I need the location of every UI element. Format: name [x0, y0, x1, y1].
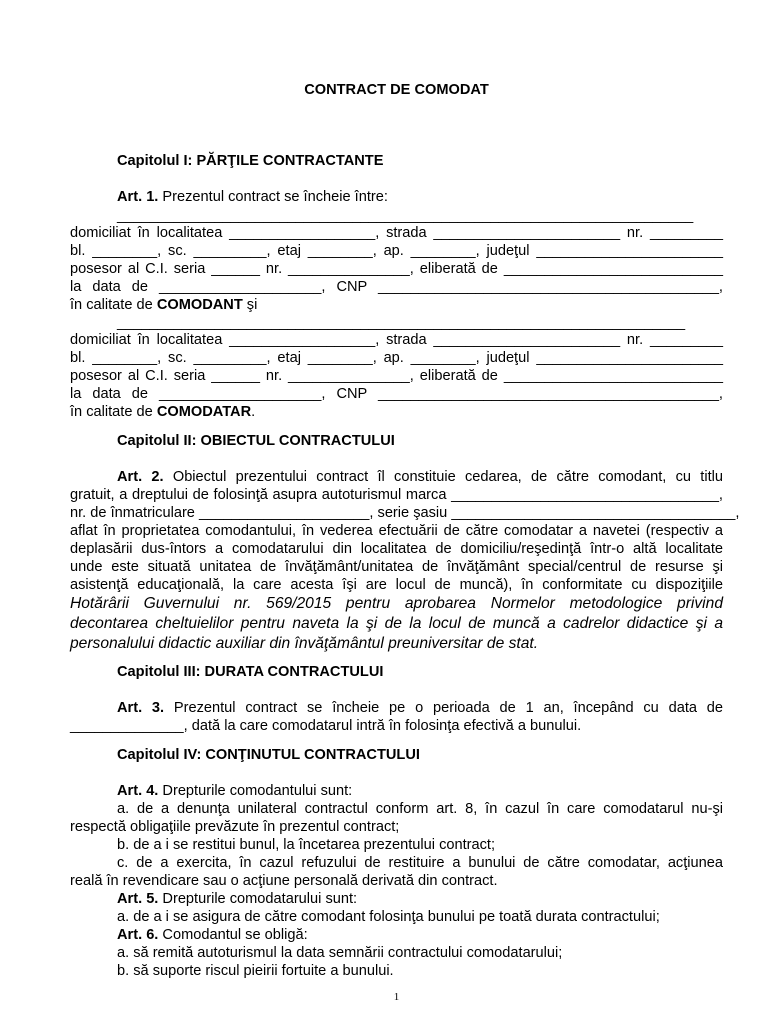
art-5-item-a: a. de a i se asigura de către comodant folosinţa bunului pe toată durata contractului; [117, 909, 660, 925]
art-3-text: Prezentul contract se încheie pe o perioada de 1 an, începând cu data de [164, 700, 724, 716]
comodant-role: COMODANT [156, 297, 243, 313]
comodatar-role-line [70, 403, 723, 421]
art-2-line-10: personalului didactic auxiliar din învăţământul preuniversitar de stat. [70, 635, 539, 652]
block-text: bl. ________, sc. _________, etaj ________, ap. ________, judeţul [70, 350, 530, 366]
art-5 [117, 890, 723, 908]
party-2-date-cnp-field[interactable] [70, 385, 723, 403]
party-2-address-field[interactable] [70, 331, 723, 349]
id-text: posesor al C.I. seria ______ nr. _______________, eliberată de [70, 368, 498, 384]
party-1-address-field[interactable] [70, 224, 723, 242]
art-3-label: Art. 3. [117, 700, 165, 716]
art-4-label: Art. 4. [117, 783, 159, 799]
chapter-4-heading: Capitolul IV: CONŢINUTUL CONTRACTULUI [117, 747, 420, 763]
issued-by-line: ___________________________ [503, 261, 723, 277]
art-2-line-2: gratuit, a dreptului de folosinţă asupra autoturismul marca _________________________________, [70, 487, 723, 503]
art-2-line-5: deplasării dus-întors a comodatarului din localitatea de domiciliu/reşedinţă într-o altă localitate [70, 541, 723, 557]
art-4-item-a-line-2: respectă obligaţiile prevăzute în prezentul contract; [70, 819, 400, 835]
party-2-name-line[interactable]: ______________________________________________________________________ [117, 315, 686, 331]
art-1 [117, 188, 723, 206]
role-prefix: în calitate de [70, 297, 157, 313]
art-4-item-a-line-1: a. de a denunţa unilateral contractul conform art. 8, în cazul în care comodatarul nu-şi [117, 801, 723, 817]
role-suffix: şi [242, 297, 258, 313]
address-text: domiciliat în localitatea __________________, strada _______________________ [70, 225, 621, 241]
art-4-text: Drepturile comodantului sunt: [158, 783, 353, 799]
date-text: la data de ____________________, CNP [70, 386, 368, 402]
address-number: nr. _________ [626, 225, 723, 241]
art-1-label: Art. 1. [117, 189, 159, 205]
art-2-label: Art. 2. [117, 469, 164, 485]
art-2-line-6: unde este situată unitatea de învăţământ/unitatea de învăţământ special/centrul de resurse şi [70, 559, 723, 575]
art-6-item-b: b. să suporte riscul pieirii fortuite a bunului. [117, 963, 394, 979]
art-5-text: Drepturile comodatarului sunt: [158, 891, 358, 907]
art-4 [117, 782, 723, 800]
role-suffix: . [251, 404, 256, 420]
document-title: CONTRACT DE COMODAT [304, 82, 489, 98]
address-number: nr. _________ [626, 332, 723, 348]
comodant-role-line [70, 296, 723, 314]
chapter-2-heading: Capitolul II: OBIECTUL CONTRACTULUI [117, 433, 395, 449]
party-1-date-cnp-field[interactable] [70, 278, 723, 296]
art-4-item-c-line-1: c. de a exercita, în cazul refuzului de restituire a bunului de către comodatar, acţiunea [117, 855, 723, 871]
art-2-line-8: Hotărârii Guvernului nr. 569/2015 pentru aprobarea Normelor metodologice privind [70, 595, 723, 612]
art-2-line-4: aflat în proprietatea comodantului, în vederea efectuării de către comodatar a navetei (respectiv a [70, 523, 723, 539]
chapter-3-heading: Capitolul III: DURATA CONTRACTULUI [117, 664, 384, 680]
art-2-text: Obiectul prezentului contract îl constituie cedarea, de către comodant, cu titlu [163, 469, 724, 485]
art-4-item-c-line-2: reală în revendicare sau o acţiune personală derivată din contract. [70, 873, 498, 889]
party-1-name-line[interactable]: _______________________________________________________________________ [117, 208, 694, 224]
art-2-line-7: asistenţă educaţională, la care acesta îşi are locul de muncă), în conformitate cu dispoziţiile [70, 577, 723, 593]
art-2-line-1 [117, 468, 723, 486]
party-1-id-field[interactable] [70, 260, 723, 278]
art-1-text: Prezentul contract se încheie între: [158, 189, 388, 205]
date-text: la data de ____________________, CNP [70, 279, 368, 295]
art-6-text: Comodantul se obligă: [158, 927, 308, 943]
address-text: domiciliat în localitatea __________________, strada _______________________ [70, 332, 621, 348]
cnp-line: __________________________________________, [378, 386, 723, 402]
chapter-1-heading: Capitolul I: PĂRŢILE CONTRACTANTE [117, 153, 384, 169]
county-line: _______________________ [536, 350, 723, 366]
art-6-item-a: a. să remită autoturismul la data semnării contractului comodatarului; [117, 945, 563, 961]
id-text: posesor al C.I. seria ______ nr. _______________, eliberată de [70, 261, 498, 277]
party-2-id-field[interactable] [70, 367, 723, 385]
issued-by-line: ___________________________ [503, 368, 723, 384]
cnp-line: __________________________________________, [378, 279, 723, 295]
art-2-line-9: decontarea cheltuielilor pentru naveta la şi de la locul de muncă a cadrelor didactice şi a [70, 615, 723, 632]
block-text: bl. ________, sc. _________, etaj ________, ap. ________, judeţul [70, 243, 530, 259]
art-3-line-1 [117, 699, 723, 717]
art-4-item-b: b. de a i se restitui bunul, la încetarea prezentului contract; [117, 837, 496, 853]
party-2-block-field[interactable] [70, 349, 723, 367]
art-5-label: Art. 5. [117, 891, 159, 907]
page-number: 1 [393, 991, 400, 1003]
art-2-line-3: nr. de înmatriculare _____________________, serie şasiu ___________________________________, [70, 505, 740, 521]
party-1-block-field[interactable] [70, 242, 723, 260]
art-6-label: Art. 6. [117, 927, 159, 943]
art-6 [117, 926, 723, 944]
role-prefix: în calitate de [70, 404, 157, 420]
comodatar-role: COMODATAR [156, 404, 252, 420]
county-line: _______________________ [536, 243, 723, 259]
art-3-line-2: ______________, dată la care comodatarul intră în folosinţa efectivă a bunului. [70, 718, 582, 734]
